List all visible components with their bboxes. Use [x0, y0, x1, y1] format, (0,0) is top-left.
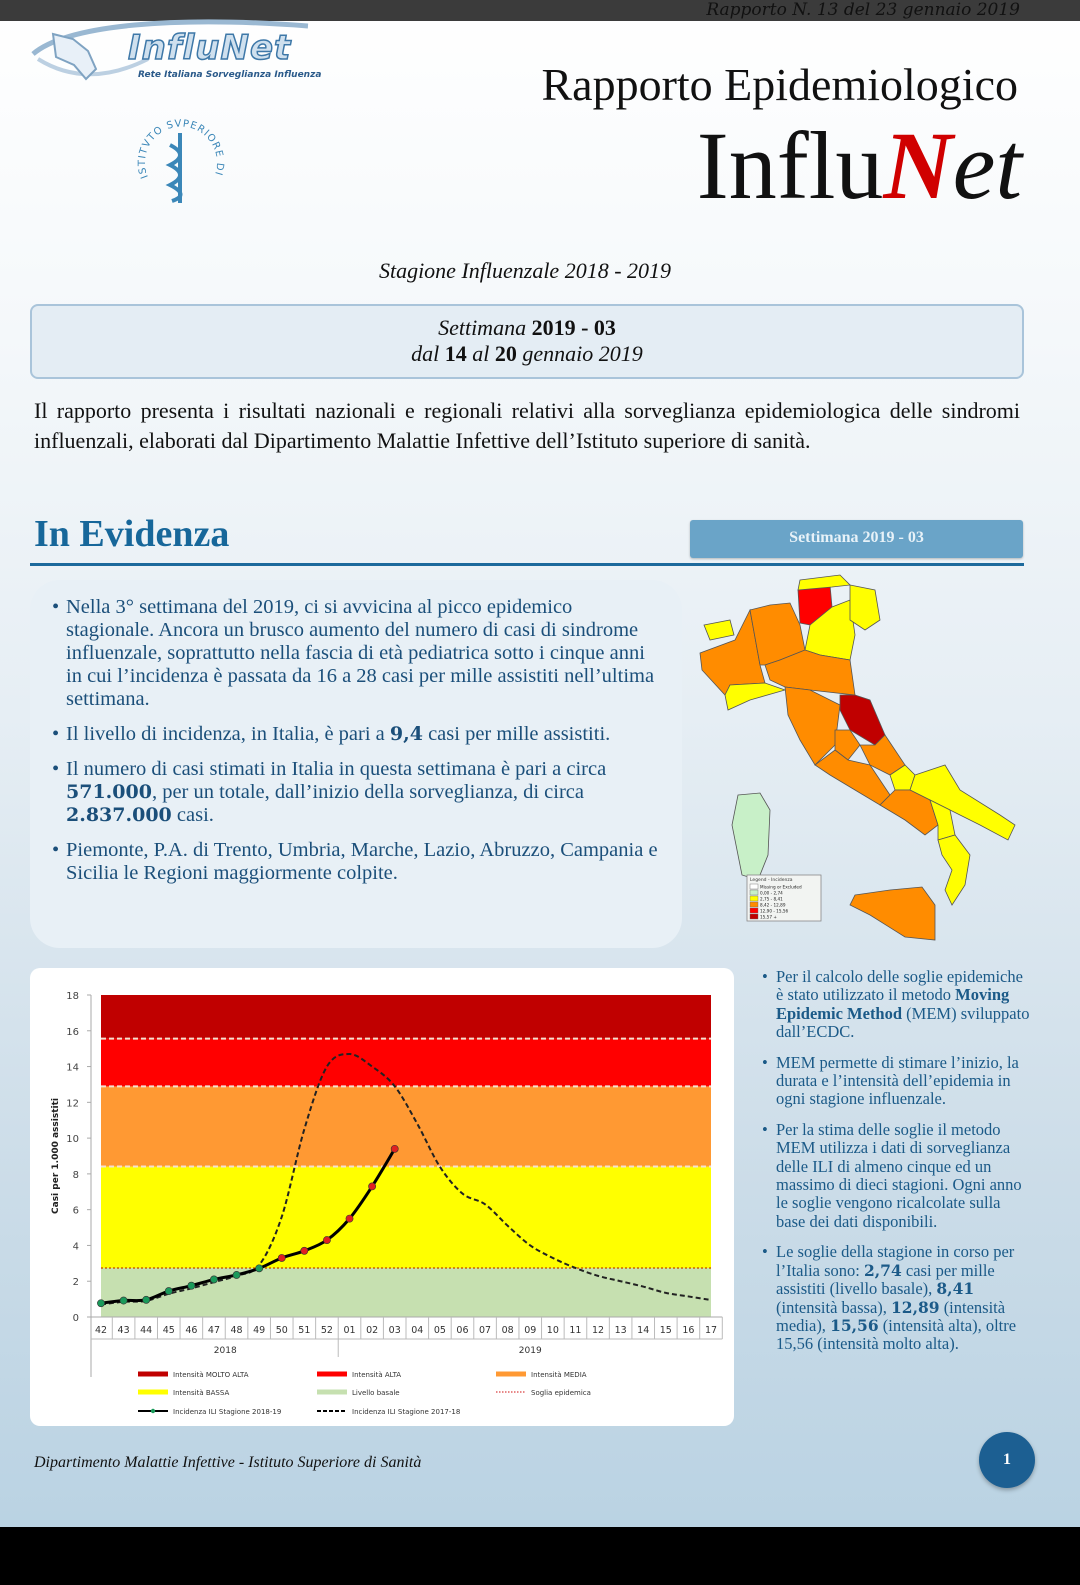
- highlight-text: Il numero di casi stimati in Italia in questa settimana è pari a circa: [66, 758, 607, 780]
- incidence-chart: [30, 968, 734, 1426]
- legend-label: Incidenza ILI Stagione 2018-19: [173, 1408, 282, 1416]
- note-item: [760, 1054, 1030, 1109]
- in-evidenza-heading: In Evidenza: [34, 513, 230, 555]
- highlight-item: [52, 723, 662, 746]
- legend-label: Livello basale: [352, 1389, 400, 1397]
- x-tick-label: 42: [94, 1325, 108, 1336]
- x-tick-label: 09: [524, 1325, 537, 1336]
- al-label: al: [472, 341, 490, 366]
- bottom-bar: [0, 1527, 1080, 1585]
- highlight-text: Piemonte, P.A. di Trento, Umbria, Marche, Lazio, Abruzzo, Campania e Sicilia le Regioni maggiormente colpite.: [66, 839, 658, 884]
- band-intensit-alta: [101, 1039, 711, 1087]
- dal-label: dal: [411, 341, 440, 366]
- x-tick-label: 02: [366, 1325, 379, 1336]
- note-item: [760, 1243, 1030, 1353]
- highlight-text: casi per mille assistiti.: [422, 723, 611, 745]
- x-tick-label: 06: [456, 1325, 469, 1336]
- y-tick-label: 6: [72, 1205, 79, 1217]
- legend-label: Intensità MOLTO ALTA: [173, 1371, 249, 1379]
- report-number: Rapporto N. 13 del 23 gennaio 2019: [706, 0, 1020, 20]
- map-legend-swatch: [750, 890, 758, 895]
- series-2018-19-point: [346, 1215, 353, 1222]
- week-label: Settimana: [438, 315, 527, 340]
- highlight-item: [52, 839, 662, 885]
- region-sicilia: [850, 887, 935, 940]
- note-item: [760, 1121, 1030, 1231]
- region-calabria: [938, 835, 970, 905]
- legend-marker: [151, 1409, 155, 1413]
- highlight-text: Il livello di incidenza, in Italia, è pari a: [66, 723, 390, 745]
- x-tick-label: 46: [185, 1325, 198, 1336]
- influnet-logo: [28, 14, 322, 94]
- map-legend-swatch: [750, 902, 758, 907]
- legend-label: Soglia epidemica: [531, 1389, 591, 1397]
- note-text: Per il calcolo delle soglie epidemiche è stato utilizzato il metodo: [776, 967, 1023, 1005]
- note-text: MEM permette di stimare l’inizio, la durata e l’intensità dell’epidemia in ogni stagione influenzale.: [776, 1052, 1019, 1109]
- x-tick-label: 12: [591, 1325, 605, 1336]
- report-title: Rapporto Epidemiologico: [541, 59, 1018, 110]
- band-livello-basale: [101, 1268, 711, 1317]
- y-tick-label: 0: [72, 1313, 79, 1324]
- x-tick-label: 07: [479, 1325, 492, 1336]
- map-legend-swatch: [750, 914, 758, 919]
- highlight-text: casi.: [171, 804, 214, 826]
- x-tick-label: 14: [637, 1325, 650, 1336]
- series-2018-19-point: [278, 1254, 285, 1261]
- x-tick-label: 11: [569, 1325, 582, 1336]
- x-tick-label: 43: [117, 1325, 130, 1336]
- season-label: Stagione Influenzale 2018 - 2019: [378, 258, 672, 283]
- logo-subtitle: Rete Italiana Sorveglianza Influenza: [138, 70, 322, 80]
- x-tick-label: 15: [659, 1325, 672, 1336]
- highlight-item: [52, 758, 662, 827]
- map-legend-swatch: [750, 908, 758, 913]
- series-2018-19-point: [391, 1145, 398, 1152]
- region-valle-aosta: [704, 620, 734, 640]
- highlights-box: [30, 580, 682, 948]
- influnet-title: [696, 112, 1022, 219]
- y-axis-label: Casi per 1.000 assistiti: [51, 1098, 61, 1214]
- region-friuli: [850, 585, 880, 630]
- x-tick-label: 51: [298, 1325, 311, 1336]
- map-legend-label: 0,00 - 2,74: [760, 890, 783, 896]
- series-2018-19-point: [97, 1300, 104, 1307]
- intro-paragraph: Il rapporto presenta i risultati nazionali e regionali relativi alla sorveglianza epidemiologica delle sindromi influenzali, elaborati dal Dipartimento Malattie Infettive dell’Istituto superiore di sanità.: [34, 398, 1020, 453]
- x-tick-label: 50: [275, 1325, 288, 1336]
- region-liguria: [725, 683, 785, 710]
- legend-label: Intensità MEDIA: [531, 1371, 587, 1379]
- x-tick-label: 13: [614, 1325, 627, 1336]
- from-day: 14: [444, 341, 467, 366]
- note-text: Le soglie della stagione in corso per l’Italia sono:: [776, 1242, 1015, 1280]
- region-alto-adige: [798, 575, 850, 590]
- x-tick-label: 47: [207, 1325, 221, 1336]
- map-legend-label: 2,75 - 8,41: [760, 896, 783, 902]
- x-tick-label: 44: [140, 1325, 153, 1336]
- note-text: (MEM) sviluppato dall’ECDC.: [776, 1003, 1030, 1042]
- threshold-basale: 2,74: [863, 1260, 902, 1280]
- title-n: N: [883, 112, 953, 219]
- side-notes: [760, 968, 1030, 1366]
- series-2018-19-point: [120, 1297, 127, 1304]
- x-tick-label: 10: [546, 1325, 559, 1336]
- series-2018-19-point: [188, 1282, 195, 1289]
- chart-card: [30, 968, 734, 1426]
- series-2018-19-point: [369, 1183, 376, 1190]
- x-tick-label: 49: [253, 1325, 266, 1336]
- series-2018-19-point: [143, 1296, 150, 1303]
- highlight-item: [52, 596, 662, 711]
- series-2018-19-point: [301, 1247, 308, 1254]
- note-item: [760, 968, 1030, 1042]
- band-intensit-media: [101, 1086, 711, 1166]
- highlight-text: , per un totale, dall’inizio della sorveglianza, di circa: [151, 781, 584, 803]
- map-legend-label: 12,90 - 15,56: [760, 908, 789, 914]
- mem-name: Moving Epidemic Method: [776, 985, 1010, 1023]
- year-label: 2018: [213, 1346, 237, 1356]
- y-tick-label: 2: [72, 1277, 79, 1289]
- map-legend-label: Missing or Excluded: [760, 884, 802, 890]
- y-tick-label: 14: [66, 1062, 79, 1074]
- band-intensit-molto-alta: [101, 995, 711, 1039]
- series-2018-19-point: [210, 1276, 217, 1283]
- x-tick-label: 45: [162, 1325, 175, 1336]
- week-box: [30, 304, 1024, 379]
- page-number: 1: [979, 1432, 1035, 1488]
- x-tick-label: 01: [343, 1325, 356, 1336]
- y-tick-label: 8: [72, 1169, 79, 1181]
- highlight-text: Nella 3° settimana del 2019, ci si avvicina al picco epidemico stagionale. Ancora un brusco aumento del numero di casi di sindrome influenzale, soprattutto nella fascia di età pediatrica sotto i cinque anni in cui l’incidenza è passata da 16 a 28 casi per mille assistiti nell’ultima settimana.: [66, 596, 655, 710]
- legend-label: Incidenza ILI Stagione 2017-18: [352, 1408, 461, 1416]
- x-tick-label: 48: [230, 1325, 243, 1336]
- threshold-media: 12,89: [891, 1297, 940, 1317]
- map-legend-label: 8,42 - 12,89: [760, 902, 786, 908]
- title-influ: Influ: [696, 112, 884, 219]
- note-text: casi per mille assistiti (livello basale),: [776, 1260, 995, 1299]
- title-et: et: [952, 112, 1022, 219]
- month-year: gennaio 2019: [522, 341, 643, 366]
- band-intensit-bassa: [101, 1167, 711, 1268]
- incidence-value: 9,4: [389, 723, 423, 745]
- legend-label: Intensità ALTA: [352, 1371, 402, 1379]
- note-text: (intensità alta), oltre 15,56 (intensità molto alta).: [776, 1315, 1017, 1354]
- map-legend: [747, 875, 821, 921]
- x-tick-label: 16: [682, 1325, 695, 1336]
- year-label: 2019: [518, 1346, 542, 1356]
- total-cases-value: 2.837.000: [66, 804, 172, 826]
- y-tick-label: 12: [66, 1098, 79, 1110]
- italy-incidence-map: [690, 565, 1030, 950]
- threshold-bassa: 8,41: [936, 1279, 975, 1299]
- y-tick-label: 10: [66, 1134, 79, 1146]
- series-2018-19-point: [233, 1271, 240, 1278]
- x-tick-label: 17: [704, 1325, 718, 1336]
- map-legend-title: Legend - Incidenza: [750, 878, 793, 883]
- seal-text: ISTITVTO SVPERIORE DI: [136, 118, 226, 180]
- map-legend-swatch: [750, 884, 758, 889]
- map-legend-swatch: [750, 896, 758, 901]
- x-tick-label: 52: [320, 1325, 333, 1336]
- series-2018-19-point: [323, 1236, 330, 1243]
- logo-wordmark: InfluNet: [128, 28, 292, 68]
- threshold-alta: 15,56: [830, 1315, 879, 1335]
- x-tick-label: 08: [501, 1325, 514, 1336]
- note-text: Per la stima delle soglie il metodo MEM utilizza i dati di sorveglianza delle ILI di almeno cinque ed un massimo di dieci stagioni. Ogni anno le soglie vengono ricalcolate sulla base dei dati disponibili.: [776, 1119, 1022, 1231]
- y-tick-label: 4: [72, 1241, 79, 1253]
- series-2018-19-point: [256, 1265, 263, 1272]
- iss-seal-logo: [130, 115, 230, 210]
- week-value: 2019 - 03: [531, 315, 616, 340]
- note-text: (intensità bassa),: [776, 1297, 892, 1317]
- series-2018-19-point: [165, 1287, 172, 1294]
- region-sardegna: [732, 793, 770, 880]
- legend-label: Intensità BASSA: [173, 1389, 230, 1397]
- note-text: (intensità media),: [776, 1297, 1006, 1335]
- x-tick-label: 03: [388, 1325, 401, 1336]
- y-tick-label: 18: [66, 991, 79, 1002]
- week-badge: Settimana 2019 - 03: [690, 520, 1023, 558]
- weekly-cases-value: 571.000: [66, 781, 152, 803]
- x-tick-label: 05: [433, 1325, 446, 1336]
- x-tick-label: 04: [411, 1325, 424, 1336]
- footer-department: Dipartimento Malattie Infettive - Istituto Superiore di Sanità: [34, 1454, 422, 1471]
- y-tick-label: 16: [66, 1026, 79, 1038]
- map-legend-label: 15,57 +: [760, 914, 777, 920]
- to-day: 20: [494, 341, 517, 366]
